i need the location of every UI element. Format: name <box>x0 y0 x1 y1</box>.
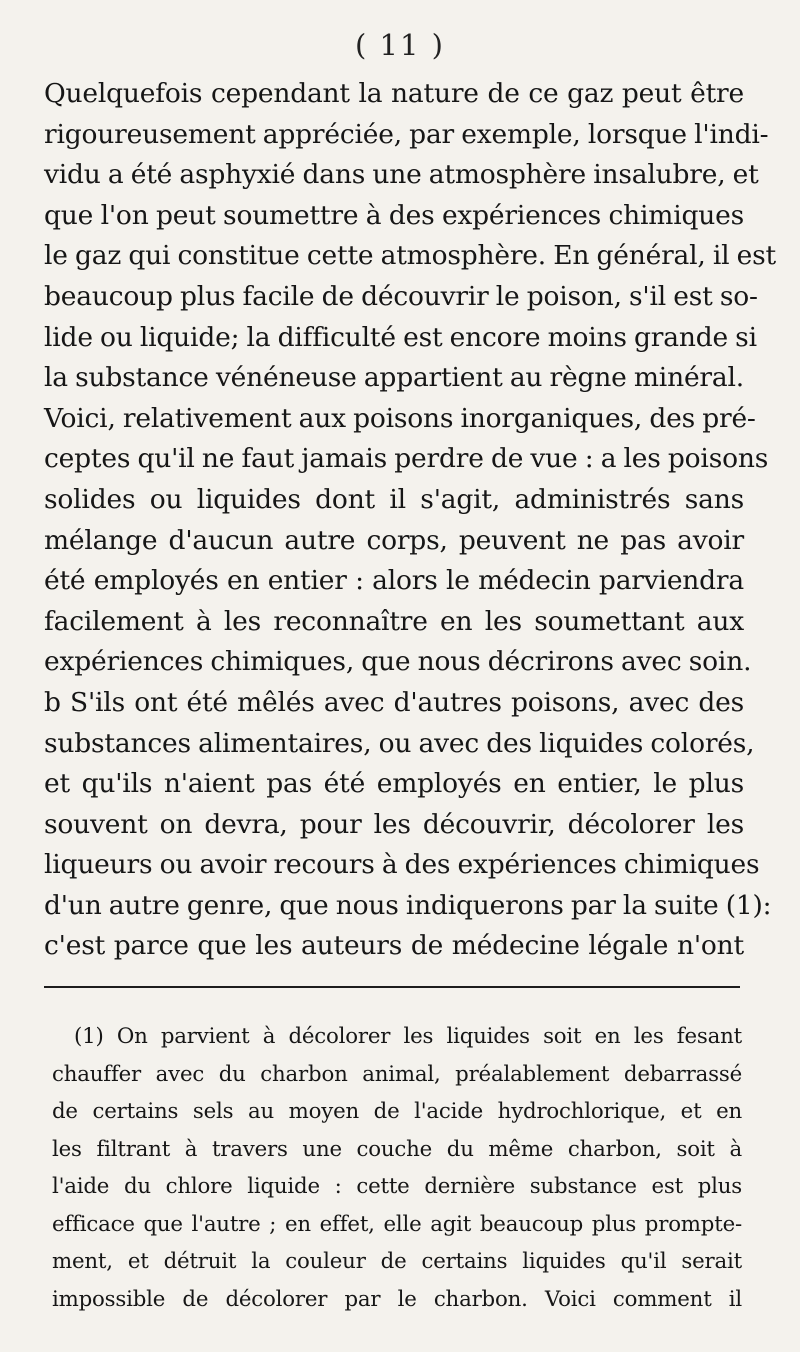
body-line: lide ou liquide; la difficulté est encore moins grande si <box>44 321 757 353</box>
body-text <box>44 74 776 967</box>
page-number: ( 11 ) <box>355 28 445 62</box>
body-line: la substance vénéneuse appartient au règne minéral. <box>44 362 744 394</box>
body-line: solides ou liquides dont il s'agit, administrés sans <box>44 483 744 515</box>
footnote <box>52 1018 742 1318</box>
body-line: rigoureusement appréciée, par exemple, lorsque l'indi- <box>44 118 769 150</box>
body-line: vidu a été asphyxié dans une atmosphère insalubre, et <box>44 159 759 191</box>
body-line: que l'on peut soumettre à des expériences chimiques <box>44 199 744 231</box>
body-line: Voici, relativement aux poisons inorganiques, des pré- <box>44 402 756 434</box>
body-line: et qu'ils n'aient pas été employés en entier, le plus <box>44 768 744 800</box>
body-line: facilement à les reconnaître en les soumettant aux <box>44 605 744 637</box>
footnote-line: chauffer avec du charbon animal, préalablement debarrassé <box>52 1061 742 1087</box>
footnote-line: (1) On parvient à décolorer les liquides soit en les fesant <box>74 1024 742 1049</box>
body-line: beaucoup plus facile de découvrir le poison, s'il est so- <box>44 280 758 312</box>
body-line: Quelquefois cependant la nature de ce gaz peut être <box>44 78 744 109</box>
body-line: c'est parce que les auteurs de médecine légale n'ont <box>44 930 744 962</box>
body-line: d'un autre genre, que nous indiquerons par la suite (1): <box>44 889 772 921</box>
footnote-separator-rule <box>44 986 740 988</box>
body-line: substances alimentaires, ou avec des liquides colorés, <box>44 727 755 759</box>
footnote-line: ment, et détruit la couleur de certains liquides qu'il serait <box>52 1249 742 1274</box>
footnote-line: efficace que l'autre ; en effet, elle agit beaucoup plus promptе- <box>52 1211 742 1237</box>
body-line: expériences chimiques, que nous décrirons avec soin. <box>44 646 752 678</box>
footnote-line: l'aide du chlore liquide : cette dernière substance est plus <box>52 1174 742 1199</box>
body-line: b S'ils ont été mêlés avec d'autres poisons, avec des <box>44 686 744 718</box>
body-line: ceptes qu'il ne faut jamais perdre de vue : a les poisons <box>44 443 769 475</box>
body-line: liqueurs ou avoir recours à des expériences chimiques <box>44 849 760 881</box>
body-line: souvent on devra, pour les découvrir, décolorer les <box>44 808 744 840</box>
body-line: le gaz qui constitue cette atmosphère. En général, il est <box>44 240 776 272</box>
footnote-line: les filtrant à travers une couche du même charbon, soit à <box>52 1136 742 1162</box>
body-line: mélange d'aucun autre corps, peuvent ne pas avoir <box>44 524 744 556</box>
footnote-line: impossible de décolorer par le charbon. Voici comment il <box>52 1286 742 1312</box>
body-line: été employés en entier : alors le médecin parviendra <box>44 565 744 597</box>
footnote-line: de certains sels au moyen de l'acide hydrochlorique, et en <box>52 1099 742 1124</box>
